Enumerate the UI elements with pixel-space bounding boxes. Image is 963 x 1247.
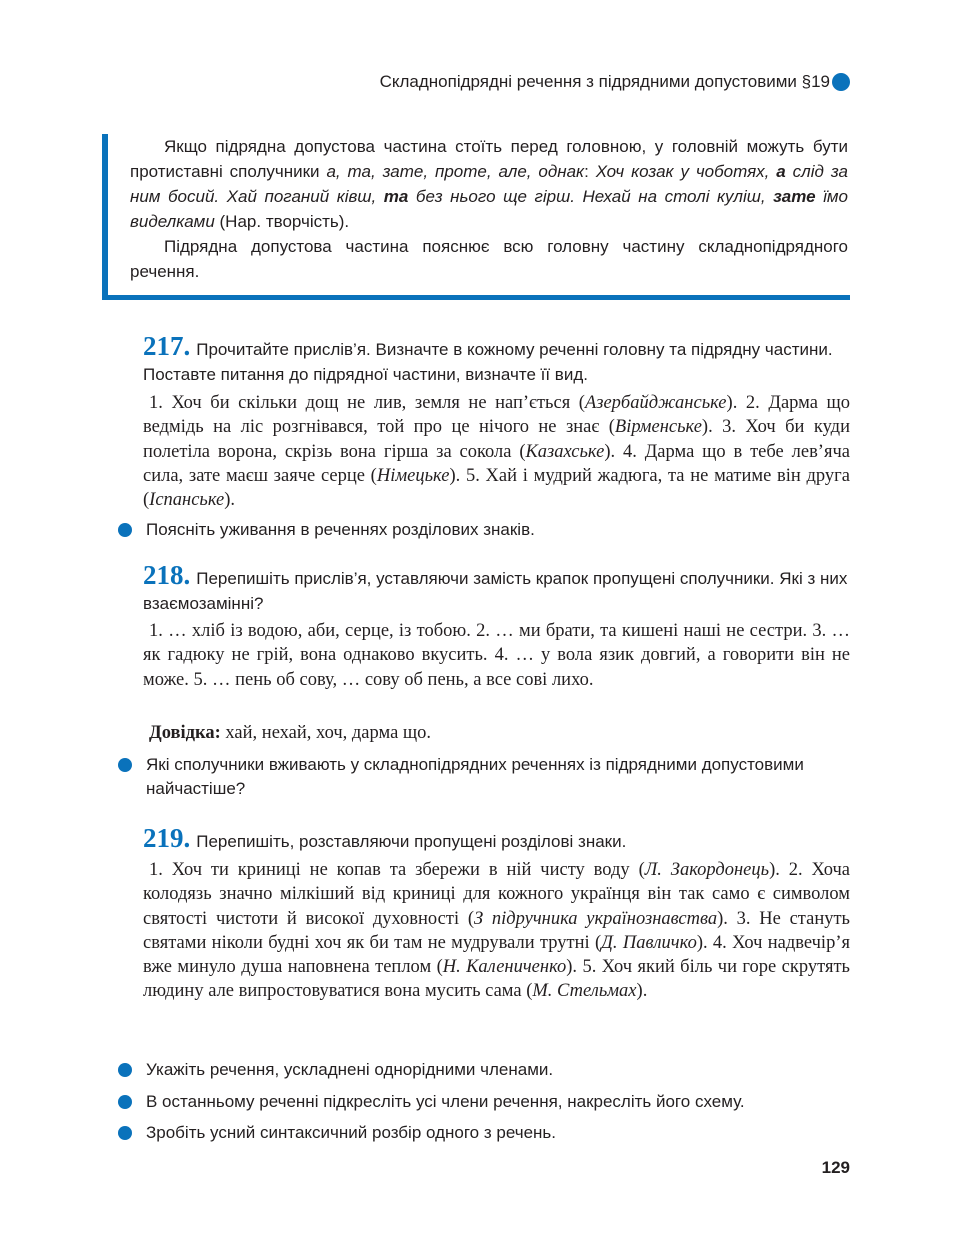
text-segment: ). 5. Хай і мудрий жадюга, та не матиме він друга ( bbox=[143, 465, 850, 511]
text-segment: : bbox=[584, 162, 596, 181]
bullet-text: Поясніть уживання в реченнях розділових знаків. bbox=[146, 520, 535, 539]
exercise-217-text bbox=[143, 391, 850, 512]
text-segment: їмо виделками bbox=[130, 187, 849, 231]
running-head: Складнопідрядні речення з підрядними допустовими §19 bbox=[379, 72, 830, 91]
text-segment: Якщо підрядна допустова частина стоїть перед головною, у головній можуть бути протиставні сполучники bbox=[130, 137, 848, 181]
text-segment: (Нар. творчість). bbox=[214, 212, 350, 231]
text-segment: ). 2. Дарма що ведмідь на ліс розгнівався, той про це нічого не знає ( bbox=[143, 393, 850, 438]
text-segment: 1. Хоч би скільки дощ не лив, земля не нап’ється ( bbox=[149, 393, 585, 413]
bullet-dot-icon bbox=[118, 523, 132, 537]
bullet-dot-icon bbox=[118, 1095, 132, 1109]
exercise-number: 217. bbox=[143, 331, 191, 361]
exercise-number: 218. bbox=[143, 560, 191, 590]
text-segment: Вірменське bbox=[614, 417, 702, 438]
text-segment: Н. Калениченко bbox=[442, 957, 567, 978]
text-segment: 1. … хліб із водою, аби, серце, із тобою. 2. … ми брати, та кишені наші не сестри. 3. … як гадюку не грій, вона однаково вкусить. 4. … у вола язик довгий, а говорити він не може. 5. … пень об сову, … сову об пень, а все сові лихо. bbox=[143, 621, 850, 690]
exercise-217-header bbox=[143, 331, 850, 387]
text-segment: Хоч козак у чоботях, bbox=[595, 162, 777, 181]
text-segment: Азербайджанське bbox=[584, 393, 727, 413]
bullet-text: Зробіть усний синтаксичний розбір одного з речень. bbox=[146, 1123, 556, 1142]
section-marker-dot bbox=[832, 73, 850, 91]
rule-paragraph-1 bbox=[130, 134, 848, 234]
rule-box-bottom-bar bbox=[102, 295, 850, 300]
exercise-task: Перепишіть прислів’я, уставляючи замість крапок пропущені сполучники. Які з них взаємозамінні? bbox=[143, 569, 848, 613]
text-segment: а bbox=[776, 162, 786, 181]
text-segment: без нього ще гірш. Нехай на столі куліш, bbox=[408, 187, 774, 206]
hint-text: хай, нехай, хоч, дарма що. bbox=[220, 723, 432, 743]
text-segment: ). 5. Хоч який біль чи горе скрутять людину але випростовуватися вона мусить сама ( bbox=[143, 957, 850, 1002]
text-segment: 1. Хоч ти криниці не копав та збережи в ній чисту воду ( bbox=[149, 860, 645, 880]
text-segment: ). bbox=[224, 490, 236, 511]
text-segment: ). 3. Не стануть святами ніколи будні хоч як би там не мудрували трутні ( bbox=[143, 908, 850, 953]
exercise-218-header bbox=[143, 560, 850, 616]
bullet-text: Які сполучники вживають у складнопідрядних реченнях із підрядними допустовими найчастіше? bbox=[146, 755, 804, 798]
text-segment: а, та, зате, проте, але, однак bbox=[326, 162, 585, 181]
text-segment: Іспанське bbox=[149, 490, 225, 511]
bullet-dot-icon bbox=[118, 1126, 132, 1140]
text-segment: зате bbox=[773, 187, 816, 206]
bullet-text: В останньому реченні підкресліть усі члени речення, накресліть його схему. bbox=[146, 1092, 745, 1111]
page-number: 129 bbox=[821, 1158, 850, 1177]
text-segment: З підручника українознавства bbox=[473, 908, 718, 929]
text-segment: ). 2. Хоча колодязь значно мілкіший від криниці для кожного українця він так само є символом святості чистоти й високої духовності ( bbox=[143, 860, 850, 929]
text-segment: та bbox=[383, 187, 409, 206]
exercise-218-text bbox=[143, 619, 850, 692]
text-segment: Казахське bbox=[525, 441, 605, 462]
hint-label: Довідка: bbox=[149, 723, 221, 743]
rule-box-left-bar bbox=[102, 134, 108, 300]
exercise-218-hint bbox=[149, 721, 431, 745]
bullet-dot-icon bbox=[118, 1063, 132, 1077]
exercise-219-text bbox=[143, 858, 850, 1004]
rule-box bbox=[102, 134, 850, 300]
text-segment: Л. Закордонець bbox=[644, 860, 770, 880]
exercise-number: 219. bbox=[143, 823, 191, 853]
text-segment: Німецьке bbox=[376, 465, 450, 486]
text-segment: слід за ним босий. Хай поганий ківш, bbox=[130, 162, 848, 206]
text-segment: ). 3. Хоч би куди полетіла ворона, скрізь вона гірша за сокола ( bbox=[143, 417, 850, 462]
bullet-dot-icon bbox=[118, 758, 132, 772]
text-segment: Д. Павличко bbox=[601, 932, 697, 953]
exercise-219-header bbox=[143, 823, 850, 854]
text-segment: М. Стельмах bbox=[532, 981, 637, 1002]
rule-text bbox=[130, 134, 848, 284]
bullet-text: Укажіть речення, ускладнені однорідними членами. bbox=[146, 1060, 554, 1079]
exercise-task: Прочитайте прислів’я. Визначте в кожному реченні головну та підрядну частини. Поставте питання до підрядної частини, визначте її вид. bbox=[143, 340, 833, 384]
rule-paragraph-2: Підрядна допустова частина пояснює всю головну частину складнопідрядного речення. bbox=[130, 237, 848, 281]
text-segment: ). 4. Хоч надвечір’я вже минуло душа наповнена теплом ( bbox=[143, 932, 850, 978]
exercise-task: Перепишіть, розставляючи пропущені розділові знаки. bbox=[196, 832, 627, 851]
text-segment: ). bbox=[636, 981, 648, 1002]
text-segment: ). 4. Дарма що в тебе лев’яча сила, зате маєш заяче серце ( bbox=[143, 441, 850, 486]
